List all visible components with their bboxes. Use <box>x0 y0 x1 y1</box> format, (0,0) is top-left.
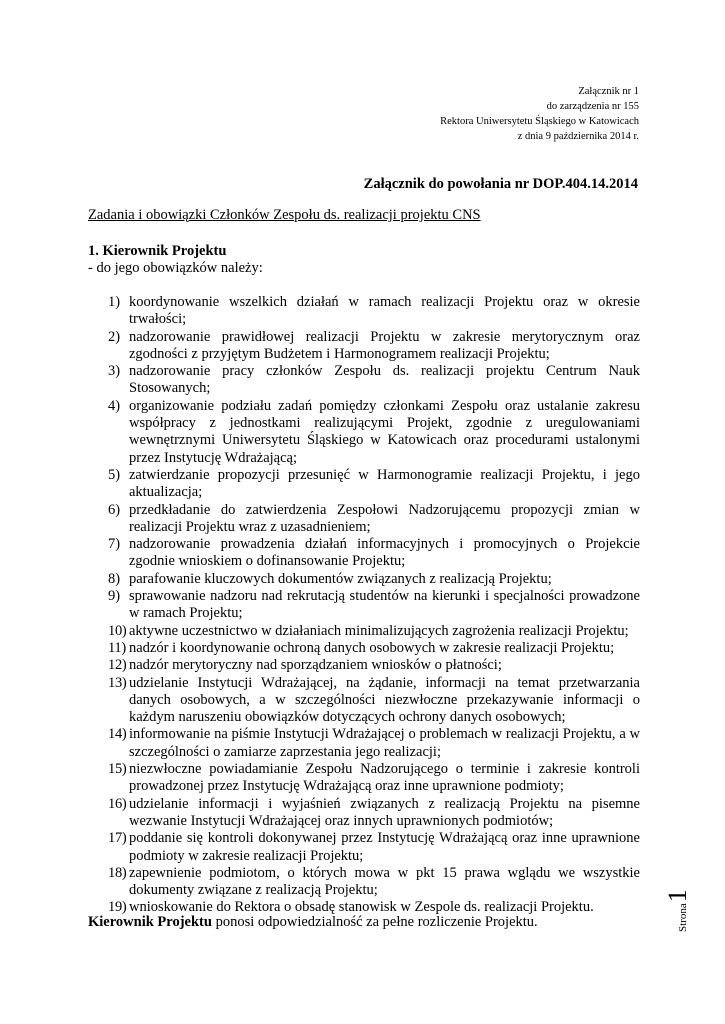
responsibility-note <box>88 914 538 931</box>
duty-item <box>88 657 640 674</box>
duty-item <box>88 726 640 761</box>
duty-text: nadzorowanie prawidłowej realizacji Projektu w zakresie merytorycznym oraz zgodności z przyjętym Budżetem i Harmonogramem realizacji Projektu; <box>129 328 640 362</box>
attachment-header <box>440 84 639 144</box>
duty-item <box>88 623 640 640</box>
duty-number: 9) <box>108 588 121 605</box>
duty-item <box>88 865 640 900</box>
duty-text: przedkładanie do zatwierdzenia Zespołowi Nadzorującemu propozycji zmian w realizacji Projektu wraz z uzasadnieniem; <box>129 501 640 535</box>
duty-item <box>88 588 640 623</box>
duty-text: nadzorowanie prowadzenia działań informacyjnych i promocyjnych o Projekcie zgodnie wnioskiem o dofinansowanie Projektu; <box>129 536 640 570</box>
duty-item <box>88 398 640 467</box>
section-title: 1. Kierownik Projektu <box>88 243 227 259</box>
duty-number: 12) <box>108 657 127 674</box>
duty-text: organizowanie podziału zadań pomiędzy członkami Zespołu oraz ustalanie zakresu współpracy z jednostkami realizującymi Projekt, zgodnie z uregulowaniami wewnętrznymi Uniwersytetu Śląskiego w Katowicach oraz procedurami ustalonymi przez Instytucję Wdrażającą; <box>129 397 640 466</box>
duty-item <box>88 363 640 398</box>
duty-number: 16) <box>108 795 127 812</box>
document-subtitle: Zadania i obowiązki Członków Zespołu ds. realizacji projektu CNS <box>88 207 481 223</box>
duty-number: 1) <box>108 294 121 310</box>
duty-number: 3) <box>108 363 121 380</box>
duty-number: 11) <box>108 639 126 656</box>
duty-text: nadzór i koordynowanie ochroną danych osobowych w zakresie realizacji Projektu; <box>129 639 615 656</box>
duty-text: wnioskowanie do Rektora o obsadę stanowisk w Zespole ds. realizacji Projektu. <box>129 899 594 916</box>
duty-text: udzielanie Instytucji Wdrażającej, na żądanie, informacji na temat przetwarzania danych osobowych, a w szczególności niezwłoczne przekazywanie informacji o każdym naruszeniu obowiązków dotyczących ochrony danych osobowych; <box>129 674 640 726</box>
page-marker <box>663 889 693 932</box>
duty-text: koordynowanie wszelkich działań w ramach realizacji Projektu oraz w okresie trwałości; <box>129 294 640 328</box>
duty-text: sprawowanie nadzoru nad rekrutacją studentów na kierunki i specjalności prowadzone w ramach Projektu; <box>129 588 640 622</box>
duty-text: nadzór merytoryczny nad sporządzaniem wniosków o płatności; <box>129 657 502 674</box>
duty-number: 7) <box>108 536 121 553</box>
duty-text: udzielanie informacji i wyjaśnień związanych z realizacją Projektu na pisemne wezwanie Instytucji Wdrażającej oraz innych uprawnionych podmiotów; <box>129 795 640 829</box>
duty-text: poddanie się kontroli dokonywanej przez Instytucję Wdrażającą oraz inne uprawnione podmioty w zakresie realizacji Projektu; <box>129 830 640 864</box>
duty-number: 8) <box>108 570 121 587</box>
header-line-3: Rektora Uniwersytetu Śląskiego w Katowicach <box>440 116 639 127</box>
duty-number: 15) <box>108 761 127 778</box>
header-line-1: Załącznik nr 1 <box>578 86 639 97</box>
responsibility-subject: Kierownik Projektu <box>88 914 212 930</box>
duties-list <box>88 294 640 917</box>
duty-number: 19) <box>108 899 127 916</box>
page-label: Strona <box>677 903 689 932</box>
duty-item <box>88 329 640 364</box>
duty-item <box>88 640 640 657</box>
header-line-4: z dnia 9 października 2014 r. <box>517 131 639 142</box>
duty-number: 6) <box>108 501 121 518</box>
duty-text: nadzorowanie pracy członków Zespołu ds. realizacji projektu Centrum Nauk Stosowanych; <box>129 363 640 397</box>
duty-number: 14) <box>108 726 127 743</box>
duty-item <box>88 571 640 588</box>
duty-number: 5) <box>108 466 121 483</box>
duty-text: parafowanie kluczowych dokumentów związanych z realizacją Projektu; <box>129 570 552 587</box>
duty-number: 10) <box>108 622 127 639</box>
duty-number: 13) <box>108 674 127 691</box>
duty-number: 4) <box>108 397 121 414</box>
duty-number: 18) <box>108 864 127 881</box>
duty-text: zatwierdzanie propozycji przesunięć w Harmonogramie realizacji Projektu, i jego aktualizacja; <box>129 466 640 501</box>
duty-text: informowanie na piśmie Instytucji Wdrażającej o problemach w realizacji Projektu, a w szczególności o zamiarze zaprzestania jego realizacji; <box>129 726 640 760</box>
duty-text: aktywne uczestnictwo w działaniach minimalizujących zagrożenia realizacji Projektu; <box>129 622 629 639</box>
section-intro: - do jego obowiązków należy: <box>88 260 263 276</box>
header-line-2: do zarządzenia nr 155 <box>546 101 639 112</box>
duty-item <box>88 761 640 796</box>
duty-item <box>88 502 640 537</box>
duty-item <box>88 467 640 502</box>
duty-number: 17) <box>108 830 127 847</box>
duty-item <box>88 830 640 865</box>
duty-number: 2) <box>108 328 121 345</box>
duty-item <box>88 536 640 571</box>
responsibility-text: ponosi odpowiedzialność za pełne rozliczenie Projektu. <box>211 914 538 930</box>
duty-text: zapewnienie podmiotom, o których mowa w pkt 15 prawa wglądu we wszystkie dokumenty związane z realizacją Projektu; <box>129 864 640 899</box>
duty-item <box>88 796 640 831</box>
page-number: 1 <box>663 889 692 903</box>
document-title: Załącznik do powołania nr DOP.404.14.2014 <box>363 176 638 192</box>
duty-item <box>88 294 640 329</box>
duty-item <box>88 675 640 727</box>
duty-text: niezwłoczne powiadamianie Zespołu Nadzorującego o terminie i zakresie kontroli prowadzonej przez Instytucję Wdrażającą oraz inne uprawnione podmioty; <box>129 761 640 795</box>
